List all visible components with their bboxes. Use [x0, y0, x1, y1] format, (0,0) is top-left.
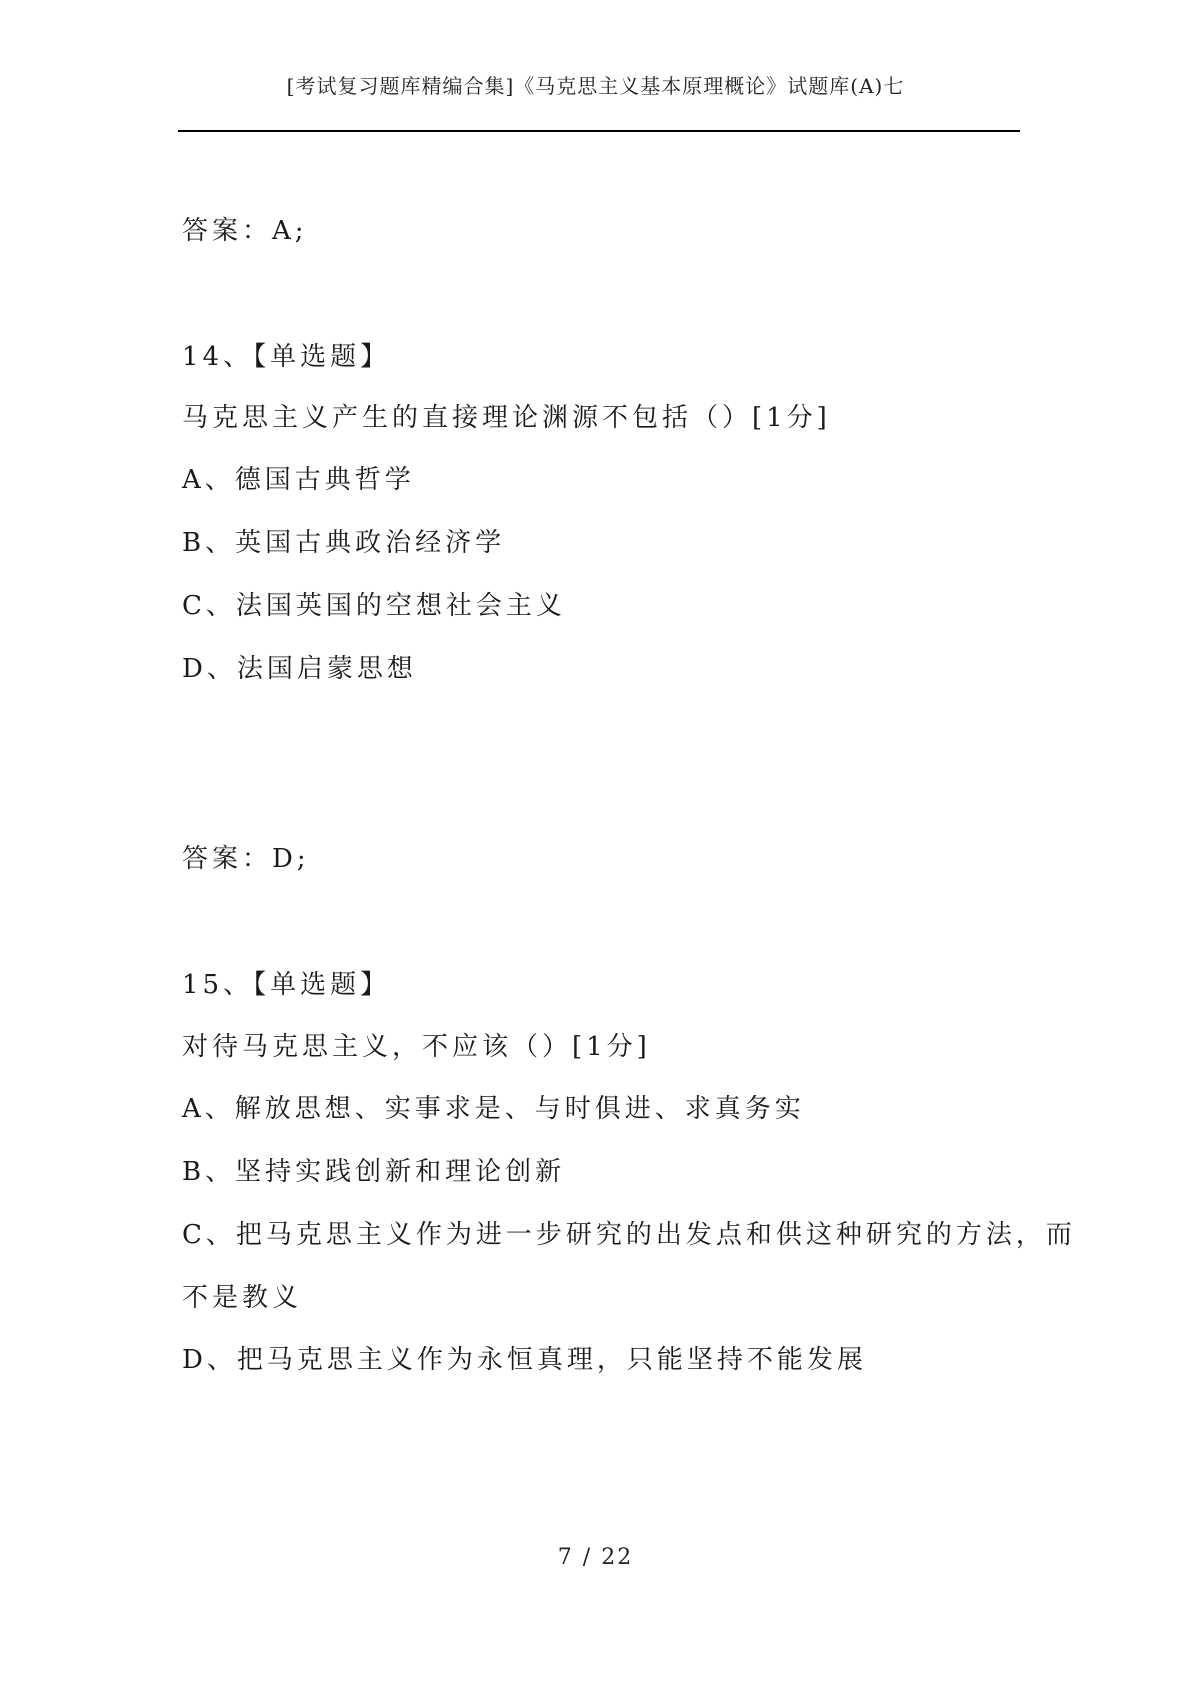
- question-14-heading: 14、【单选题】: [182, 342, 391, 372]
- question-14-option-c: C、法国英国的空想社会主义: [182, 591, 566, 621]
- question-14-stem: 马克思主义产生的直接理论渊源不包括（）[1分]: [182, 403, 831, 433]
- question-14-option-a: A、德国古典哲学: [182, 465, 415, 495]
- header-divider: [178, 130, 1020, 132]
- question-15-option-c: C、把马克思主义作为进一步研究的出发点和供这种研究的方法，而: [182, 1220, 1076, 1250]
- question-14-option-d: D、法国启蒙思想: [182, 654, 417, 684]
- question-15-option-d: D、把马克思主义作为永恒真理，只能坚持不能发展: [182, 1345, 867, 1375]
- page-number: 7 / 22: [557, 1545, 634, 1570]
- question-15-heading: 15、【单选题】: [182, 970, 391, 1000]
- question-15-option-a: A、解放思想、实事求是、与时俱进、求真务实: [182, 1094, 805, 1124]
- page-header-title: [考试复习题库精编合集]《马克思主义基本原理概论》试题库(A)七: [286, 74, 905, 98]
- question-15-option-c-continued: 不是教义: [182, 1283, 303, 1313]
- question-15-option-b: B、坚持实践创新和理论创新: [182, 1157, 566, 1187]
- question-15-stem: 对待马克思主义，不应该（）[1分]: [182, 1032, 651, 1062]
- question-14-option-b: B、英国古典政治经济学: [182, 528, 506, 558]
- question-14-answer: 答案：D;: [182, 844, 310, 874]
- previous-answer: 答案：A;: [182, 216, 308, 246]
